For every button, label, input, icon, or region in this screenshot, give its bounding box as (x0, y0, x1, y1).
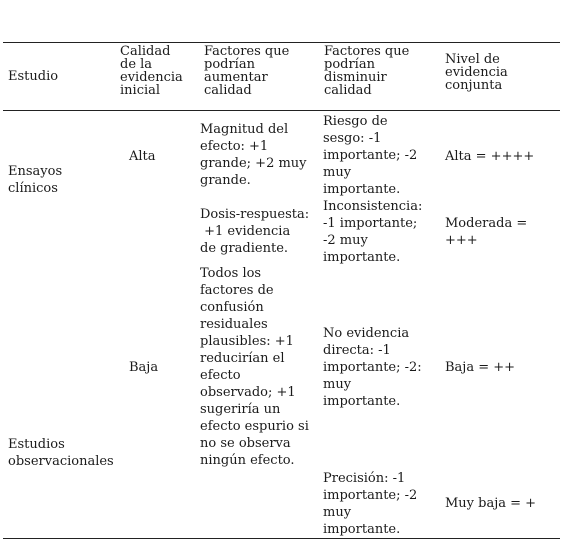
header-estudio: Estudio (8, 69, 59, 84)
factor-dosis-respuesta: Dosis-respuesta: +1 evidencia de gradiente. (200, 207, 310, 256)
nivel-muy-baja: Muy baja = + (445, 496, 537, 511)
factor-riesgo-sesgo: Riesgo de sesgo: -1 importante; -2 muy importante. (323, 114, 418, 197)
estudio-observacionales: Estudios observacionales (8, 437, 114, 469)
estudio-ensayos-clinicos: Ensayos clínicos (8, 164, 63, 196)
bottom-rule (3, 538, 560, 539)
top-rule (3, 42, 560, 43)
factor-no-evidencia-directa: No evidencia directa: -1 importante; -2: muy importante. (323, 326, 422, 409)
header-factores-disminuir: Factores que podrían disminuir calidad (324, 44, 410, 98)
factor-inconsistencia: Inconsistencia: -1 importante; -2 muy importante. (323, 199, 423, 265)
factor-magnitud-efecto: Magnitud del efecto: +1 grande; +2 muy grande. (200, 122, 307, 188)
nivel-baja: Baja = ++ (445, 360, 516, 375)
nivel-moderada: Moderada = +++ (445, 216, 528, 248)
header-calidad-inicial: Calidad de la evidencia inicial (120, 44, 183, 98)
header-nivel-evidencia: Nivel de evidencia conjunta (445, 52, 508, 93)
factor-confusion-residual: Todos los factores de confusión residuales plausibles: +1 reducirían el efecto observado; +1 sugeriría un efecto espurio si no se observa ningún efecto. (200, 266, 309, 468)
calidad-alta: Alta (129, 149, 156, 164)
header-factores-aumentar: Factores que podrían aumentar calidad (204, 44, 290, 98)
header-rule (3, 110, 560, 111)
nivel-alta: Alta = ++++ (445, 149, 535, 164)
calidad-baja: Baja (129, 360, 159, 375)
factor-precision: Precisión: -1 importante; -2 muy importante. (323, 471, 418, 537)
